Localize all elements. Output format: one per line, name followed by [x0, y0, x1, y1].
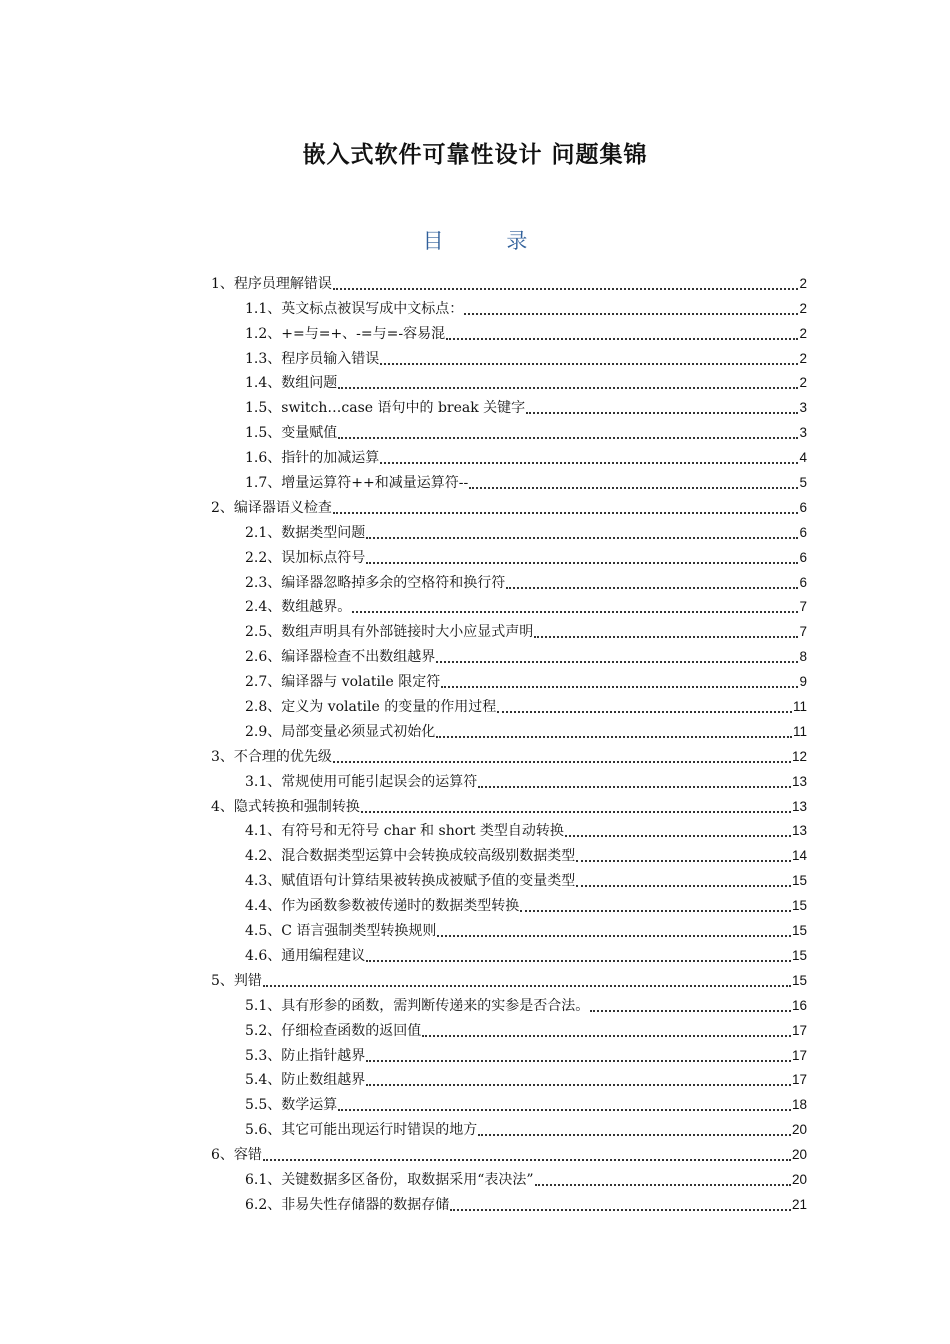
toc-page-number: 2	[799, 275, 807, 291]
toc-entry-title: 2.4、数组越界。	[245, 599, 352, 616]
toc-entry[interactable]	[211, 641, 807, 666]
toc-entry[interactable]	[211, 940, 807, 965]
toc-page-number: 13	[791, 798, 807, 814]
toc-dot-leader	[333, 288, 799, 290]
toc-entry[interactable]	[211, 417, 807, 442]
toc-entry[interactable]	[211, 716, 807, 741]
toc-entry-title: 6、容错	[211, 1147, 262, 1164]
toc-page-number: 20	[791, 1171, 807, 1187]
toc-page-number: 15	[791, 972, 807, 988]
toc-dot-leader	[422, 1035, 791, 1037]
toc-entry-title: 2.2、误加标点符号	[245, 549, 366, 566]
toc-dot-leader	[366, 1084, 791, 1086]
toc-entry-title: 4.5、C 语言强制类型转换规则	[245, 923, 437, 940]
toc-entry-title: 1.6、指针的加减运算	[245, 450, 380, 467]
toc-entry[interactable]	[211, 1189, 807, 1214]
toc-page-number: 17	[791, 1022, 807, 1038]
toc-entry[interactable]	[211, 467, 807, 492]
toc-page-number: 2	[799, 300, 807, 316]
toc-dot-leader	[565, 835, 791, 837]
toc-page-number: 20	[791, 1122, 807, 1138]
toc-entry[interactable]	[211, 791, 807, 816]
toc-page-number: 14	[791, 848, 807, 864]
toc-dot-leader	[366, 960, 791, 962]
toc-entry-title: 1.1、英文标点被误写成中文标点：	[245, 300, 464, 317]
toc-dot-leader	[338, 437, 798, 439]
toc-entry[interactable]	[211, 1040, 807, 1065]
toc-entry-title: 3.1、常规使用可能引起误会的运算符	[245, 773, 478, 790]
toc-page-number: 15	[791, 947, 807, 963]
toc-page-number: 5	[799, 475, 807, 491]
toc-dot-leader	[469, 487, 798, 489]
toc-entry-title: 2、编译器语义检查	[211, 499, 332, 516]
toc-entry-title: 2.6、编译器检查不出数组越界	[245, 649, 436, 666]
toc-dot-leader	[380, 363, 798, 365]
toc-entry-title: 2.3、编译器忽略掉多余的空格符和换行符	[245, 574, 506, 591]
toc-entry-title: 1.2、+=与=+、-=与=-容易混	[245, 325, 446, 342]
toc-entry-title: 3、不合理的优先级	[211, 748, 332, 765]
toc-dot-leader	[576, 860, 791, 862]
toc-dot-leader	[576, 885, 791, 887]
toc-dot-leader	[478, 786, 791, 788]
toc-dot-leader	[464, 313, 798, 315]
toc-entry-title: 1.4、数组问题	[245, 375, 338, 392]
toc-entry[interactable]	[211, 567, 807, 592]
toc-page-number: 8	[799, 649, 807, 665]
toc-entry-title: 1.3、程序员输入错误	[245, 350, 380, 367]
toc-entry[interactable]	[211, 592, 807, 617]
toc-entry-title: 1、程序员理解错误	[211, 275, 332, 292]
toc-entry-title: 5.5、数学运算	[245, 1097, 338, 1114]
toc-entry[interactable]	[211, 517, 807, 542]
toc-entry[interactable]	[211, 268, 807, 293]
toc-entry-title: 4.2、混合数据类型运算中会转换成较高级别数据类型	[245, 848, 576, 865]
toc-dot-leader	[535, 1184, 791, 1186]
toc-entry[interactable]	[211, 442, 807, 467]
toc-dot-leader	[333, 761, 791, 763]
toc-entry[interactable]	[211, 890, 807, 915]
document-title: 嵌入式软件可靠性设计 问题集锦	[302, 142, 648, 168]
toc-entry[interactable]	[211, 766, 807, 791]
toc-page-number: 7	[799, 599, 807, 615]
toc-dot-leader	[263, 1159, 791, 1161]
toc-entry[interactable]	[211, 691, 807, 716]
toc-entry-title: 6.2、非易失性存储器的数据存储	[245, 1196, 450, 1213]
toc-entry-title: 1.5、变量赋值	[245, 425, 338, 442]
toc-entry[interactable]	[211, 1065, 807, 1090]
toc-entry[interactable]	[211, 368, 807, 393]
toc-dot-leader	[263, 985, 791, 987]
toc-dot-leader	[436, 736, 792, 738]
toc-dot-leader	[450, 1209, 791, 1211]
toc-entry-title: 5.4、防止数组越界	[245, 1072, 366, 1089]
toc-entry[interactable]	[211, 1015, 807, 1040]
toc-entry-title: 4.6、通用编程建议	[245, 947, 366, 964]
toc-entry[interactable]	[211, 990, 807, 1015]
toc-dot-leader	[333, 512, 799, 514]
toc-dot-leader	[478, 1134, 791, 1136]
toc-entry[interactable]	[211, 741, 807, 766]
toc-entry[interactable]	[211, 542, 807, 567]
toc-dot-leader	[436, 661, 798, 663]
toc-entry[interactable]	[211, 343, 807, 368]
toc-dot-leader	[506, 587, 798, 589]
toc-entry-title: 2.8、定义为 volatile 的变量的作用过程	[245, 699, 497, 716]
toc-page-number: 6	[799, 549, 807, 565]
toc-dot-leader	[338, 1109, 791, 1111]
toc-entry[interactable]	[211, 865, 807, 890]
toc-dot-leader	[590, 1010, 791, 1012]
toc-dot-leader	[441, 686, 798, 688]
toc-entry[interactable]	[211, 1114, 807, 1139]
toc-page-number: 21	[791, 1196, 807, 1212]
toc-entry[interactable]	[211, 1164, 807, 1189]
toc-entry-title: 2.1、数据类型问题	[245, 524, 366, 541]
toc-page-number: 15	[791, 873, 807, 889]
toc-entry-title: 2.7、编译器与 volatile 限定符	[245, 674, 441, 691]
toc-entry[interactable]	[211, 492, 807, 517]
toc-dot-leader	[437, 935, 791, 937]
toc-page-number: 2	[799, 350, 807, 366]
toc-entry[interactable]	[211, 392, 807, 417]
toc-page-number: 9	[799, 674, 807, 690]
toc-dot-leader	[366, 562, 798, 564]
toc-page-number: 4	[799, 450, 807, 466]
toc-entry[interactable]	[211, 915, 807, 940]
toc-dot-leader	[361, 811, 791, 813]
toc-page-number: 11	[792, 699, 807, 715]
toc-entry-title: 1.7、增量运算符++和减量运算符--	[245, 475, 469, 492]
toc-entry[interactable]	[211, 616, 807, 641]
toc-page-number: 13	[791, 773, 807, 789]
toc-dot-leader	[497, 711, 792, 713]
toc-entry-title: 5、判错	[211, 972, 262, 989]
toc-entry-title: 5.6、其它可能出现运行时错误的地方	[245, 1122, 478, 1139]
toc-dot-leader	[380, 462, 798, 464]
toc-entry-title: 5.3、防止指针越界	[245, 1047, 366, 1064]
toc-dot-leader	[446, 338, 798, 340]
toc-dot-leader	[352, 611, 798, 613]
toc-page-number: 6	[799, 524, 807, 540]
toc-entry-title: 5.2、仔细检查函数的返回值	[245, 1022, 422, 1039]
toc-dot-leader	[338, 387, 798, 389]
toc-entry-title: 4.1、有符号和无符号 char 和 short 类型自动转换	[245, 823, 564, 840]
toc-dot-leader	[520, 910, 791, 912]
toc-entry[interactable]	[211, 318, 807, 343]
toc-page-number: 2	[799, 375, 807, 391]
toc-entry-title: 1.5、switch…case 语句中的 break 关键字	[245, 400, 526, 417]
toc-entry[interactable]	[211, 1139, 807, 1164]
toc-page-number: 18	[791, 1097, 807, 1113]
toc-page-number: 7	[799, 624, 807, 640]
toc-entry-title: 4、隐式转换和强制转换	[211, 798, 360, 815]
toc-dot-leader	[534, 636, 798, 638]
toc-entry[interactable]	[211, 816, 807, 841]
toc-entry[interactable]	[211, 1089, 807, 1114]
toc-page-number: 6	[799, 574, 807, 590]
toc-page-number: 12	[791, 748, 807, 764]
toc-entry[interactable]	[211, 840, 807, 865]
toc-entry-title: 4.4、作为函数参数被传递时的数据类型转换	[245, 898, 520, 915]
toc-entry[interactable]	[211, 293, 807, 318]
toc-page-number: 17	[791, 1047, 807, 1063]
toc-page-number: 6	[799, 499, 807, 515]
toc-entry-title: 2.5、数组声明具有外部链接时大小应显式声明	[245, 624, 534, 641]
toc-page-number: 16	[791, 997, 807, 1013]
toc-page-number: 11	[792, 723, 807, 739]
toc-dot-leader	[366, 537, 798, 539]
toc-page-number: 3	[799, 400, 807, 416]
toc-page-number: 15	[791, 898, 807, 914]
toc-heading: 目 录	[422, 229, 556, 253]
toc-page-number: 15	[791, 923, 807, 939]
toc-entry[interactable]	[211, 965, 807, 990]
toc-entry-title: 4.3、赋值语句计算结果被转换成被赋予值的变量类型	[245, 873, 576, 890]
toc-page-number: 17	[791, 1072, 807, 1088]
toc-page-number: 2	[799, 325, 807, 341]
toc-dot-leader	[366, 1060, 791, 1062]
toc-entry[interactable]	[211, 666, 807, 691]
table-of-contents	[211, 268, 807, 1214]
toc-page-number: 3	[799, 425, 807, 441]
toc-page-number: 13	[791, 823, 807, 839]
toc-entry-title: 2.9、局部变量必须显式初始化	[245, 723, 436, 740]
toc-dot-leader	[526, 412, 798, 414]
toc-entry-title: 5.1、具有形参的函数，需判断传递来的实参是否合法。	[245, 997, 590, 1014]
toc-page-number: 20	[791, 1147, 807, 1163]
toc-entry-title: 6.1、关键数据多区备份，取数据采用“表决法”	[245, 1171, 534, 1188]
